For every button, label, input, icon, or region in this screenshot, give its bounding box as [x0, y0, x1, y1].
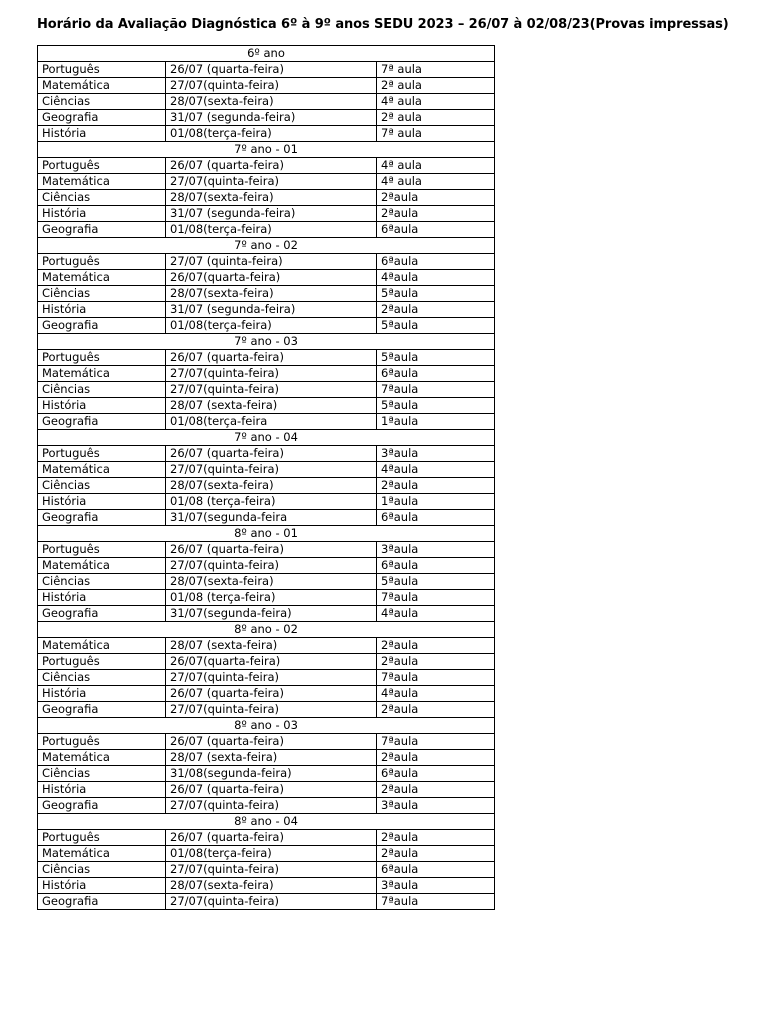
date-cell: 28/07 (sexta-feira) [166, 398, 377, 414]
period-cell: 4ªaula [377, 270, 495, 286]
group-name: 8º ano - 03 [38, 718, 495, 734]
group-header-row [38, 334, 495, 350]
subject-cell: Geografia [38, 510, 166, 526]
date-cell: 28/07(sexta-feira) [166, 286, 377, 302]
subject-cell: Matemática [38, 750, 166, 766]
group-header-row [38, 46, 495, 62]
table-row [38, 302, 495, 318]
subject-cell: História [38, 590, 166, 606]
date-cell: 26/07 (quarta-feira) [166, 734, 377, 750]
table-row [38, 494, 495, 510]
period-cell: 7ªaula [377, 894, 495, 910]
subject-cell: Português [38, 446, 166, 462]
subject-cell: Português [38, 350, 166, 366]
table-row [38, 766, 495, 782]
subject-cell: Geografia [38, 894, 166, 910]
date-cell: 28/07(sexta-feira) [166, 94, 377, 110]
date-cell: 26/07 (quarta-feira) [166, 350, 377, 366]
date-cell: 01/08(terça-feira) [166, 846, 377, 862]
subject-cell: História [38, 126, 166, 142]
table-row [38, 414, 495, 430]
table-row [38, 462, 495, 478]
period-cell: 2ª aula [377, 110, 495, 126]
date-cell: 31/07 (segunda-feira) [166, 302, 377, 318]
date-cell: 27/07(quinta-feira) [166, 862, 377, 878]
table-row [38, 206, 495, 222]
period-cell: 4ª aula [377, 174, 495, 190]
date-cell: 28/07(sexta-feira) [166, 574, 377, 590]
date-cell: 31/07(segunda-feira [166, 510, 377, 526]
subject-cell: Geografia [38, 318, 166, 334]
date-cell: 27/07(quinta-feira) [166, 702, 377, 718]
date-cell: 27/07(quinta-feira) [166, 894, 377, 910]
group-name: 8º ano - 02 [38, 622, 495, 638]
table-row [38, 590, 495, 606]
subject-cell: Ciências [38, 670, 166, 686]
table-row [38, 830, 495, 846]
subject-cell: Matemática [38, 270, 166, 286]
period-cell: 3ªaula [377, 542, 495, 558]
table-row [38, 702, 495, 718]
subject-cell: Ciências [38, 862, 166, 878]
subject-cell: Ciências [38, 190, 166, 206]
date-cell: 26/07 (quarta-feira) [166, 62, 377, 78]
period-cell: 4ªaula [377, 462, 495, 478]
period-cell: 2ªaula [377, 846, 495, 862]
subject-cell: Geografia [38, 222, 166, 238]
period-cell: 3ªaula [377, 798, 495, 814]
subject-cell: História [38, 206, 166, 222]
period-cell: 1ªaula [377, 494, 495, 510]
date-cell: 28/07(sexta-feira) [166, 478, 377, 494]
group-header-row [38, 814, 495, 830]
document-title: Horário da Avaliação Diagnóstica 6º à 9º anos SEDU 2023 – 26/07 à 02/08/23(Provas impressas) [37, 17, 729, 32]
period-cell: 5ªaula [377, 398, 495, 414]
date-cell: 01/08(terça-feira) [166, 126, 377, 142]
group-name: 7º ano - 03 [38, 334, 495, 350]
date-cell: 26/07 (quarta-feira) [166, 686, 377, 702]
period-cell: 2ªaula [377, 782, 495, 798]
subject-cell: Português [38, 254, 166, 270]
period-cell: 7ªaula [377, 382, 495, 398]
period-cell: 2ªaula [377, 190, 495, 206]
subject-cell: História [38, 782, 166, 798]
table-row [38, 318, 495, 334]
period-cell: 2ªaula [377, 478, 495, 494]
group-name: 8º ano - 01 [38, 526, 495, 542]
date-cell: 28/07(sexta-feira) [166, 190, 377, 206]
group-name: 7º ano - 01 [38, 142, 495, 158]
table-row [38, 638, 495, 654]
table-row [38, 126, 495, 142]
group-name: 7º ano - 04 [38, 430, 495, 446]
subject-cell: Português [38, 62, 166, 78]
date-cell: 27/07(quinta-feira) [166, 366, 377, 382]
period-cell: 5ªaula [377, 350, 495, 366]
table-row [38, 270, 495, 286]
subject-cell: Geografia [38, 414, 166, 430]
table-row [38, 222, 495, 238]
period-cell: 2ªaula [377, 830, 495, 846]
date-cell: 26/07 (quarta-feira) [166, 782, 377, 798]
date-cell: 28/07 (sexta-feira) [166, 750, 377, 766]
date-cell: 27/07(quinta-feira) [166, 798, 377, 814]
period-cell: 4ªaula [377, 686, 495, 702]
date-cell: 31/08(segunda-feira) [166, 766, 377, 782]
period-cell: 6ªaula [377, 254, 495, 270]
subject-cell: Matemática [38, 78, 166, 94]
subject-cell: Geografia [38, 798, 166, 814]
period-cell: 6ªaula [377, 862, 495, 878]
table-row [38, 110, 495, 126]
table-row [38, 174, 495, 190]
date-cell: 27/07(quinta-feira) [166, 462, 377, 478]
date-cell: 28/07 (sexta-feira) [166, 638, 377, 654]
group-header-row [38, 622, 495, 638]
table-row [38, 190, 495, 206]
subject-cell: Português [38, 542, 166, 558]
subject-cell: Português [38, 654, 166, 670]
period-cell: 2ª aula [377, 78, 495, 94]
period-cell: 6ªaula [377, 222, 495, 238]
table-row [38, 382, 495, 398]
table-row [38, 366, 495, 382]
table-row [38, 574, 495, 590]
date-cell: 27/07(quinta-feira) [166, 174, 377, 190]
period-cell: 5ªaula [377, 574, 495, 590]
subject-cell: Português [38, 830, 166, 846]
group-header-row [38, 718, 495, 734]
subject-cell: História [38, 302, 166, 318]
period-cell: 7ªaula [377, 734, 495, 750]
date-cell: 27/07(quinta-feira) [166, 558, 377, 574]
subject-cell: Matemática [38, 462, 166, 478]
group-name: 8º ano - 04 [38, 814, 495, 830]
date-cell: 31/07(segunda-feira) [166, 606, 377, 622]
table-row [38, 510, 495, 526]
table-row [38, 878, 495, 894]
table-row [38, 606, 495, 622]
table-row [38, 478, 495, 494]
period-cell: 2ªaula [377, 654, 495, 670]
subject-cell: História [38, 878, 166, 894]
date-cell: 28/07(sexta-feira) [166, 878, 377, 894]
subject-cell: Ciências [38, 382, 166, 398]
subject-cell: História [38, 686, 166, 702]
subject-cell: Matemática [38, 846, 166, 862]
period-cell: 3ªaula [377, 878, 495, 894]
date-cell: 26/07 (quarta-feira) [166, 158, 377, 174]
period-cell: 6ªaula [377, 366, 495, 382]
table-row [38, 558, 495, 574]
subject-cell: Geografia [38, 110, 166, 126]
group-name: 7º ano - 02 [38, 238, 495, 254]
period-cell: 6ªaula [377, 510, 495, 526]
table-row [38, 782, 495, 798]
date-cell: 27/07 (quinta-feira) [166, 254, 377, 270]
date-cell: 27/07(quinta-feira) [166, 78, 377, 94]
period-cell: 2ªaula [377, 206, 495, 222]
subject-cell: História [38, 398, 166, 414]
period-cell: 7ªaula [377, 670, 495, 686]
date-cell: 26/07(quarta-feira) [166, 654, 377, 670]
date-cell: 01/08(terça-feira) [166, 222, 377, 238]
table-row [38, 862, 495, 878]
table-row [38, 398, 495, 414]
period-cell: 2ªaula [377, 302, 495, 318]
exam-schedule-body [38, 46, 495, 910]
subject-cell: Matemática [38, 174, 166, 190]
table-row [38, 542, 495, 558]
table-row [38, 94, 495, 110]
date-cell: 27/07(quinta-feira) [166, 670, 377, 686]
subject-cell: Ciências [38, 478, 166, 494]
subject-cell: Ciências [38, 766, 166, 782]
period-cell: 2ªaula [377, 702, 495, 718]
date-cell: 01/08 (terça-feira) [166, 494, 377, 510]
group-name: 6º ano [38, 46, 495, 62]
table-row [38, 350, 495, 366]
subject-cell: Matemática [38, 366, 166, 382]
period-cell: 2ªaula [377, 750, 495, 766]
group-header-row [38, 526, 495, 542]
date-cell: 01/08 (terça-feira) [166, 590, 377, 606]
subject-cell: História [38, 494, 166, 510]
table-row [38, 62, 495, 78]
date-cell: 26/07 (quarta-feira) [166, 446, 377, 462]
subject-cell: Português [38, 734, 166, 750]
date-cell: 31/07 (segunda-feira) [166, 206, 377, 222]
table-row [38, 846, 495, 862]
table-row [38, 894, 495, 910]
period-cell: 4ª aula [377, 94, 495, 110]
subject-cell: Geografia [38, 606, 166, 622]
date-cell: 01/08(terça-feira [166, 414, 377, 430]
table-row [38, 654, 495, 670]
subject-cell: Português [38, 158, 166, 174]
table-row [38, 78, 495, 94]
subject-cell: Matemática [38, 638, 166, 654]
table-row [38, 798, 495, 814]
period-cell: 7ª aula [377, 126, 495, 142]
period-cell: 5ªaula [377, 318, 495, 334]
group-header-row [38, 238, 495, 254]
period-cell: 7ªaula [377, 590, 495, 606]
period-cell: 6ªaula [377, 558, 495, 574]
subject-cell: Ciências [38, 94, 166, 110]
subject-cell: Geografia [38, 702, 166, 718]
period-cell: 1ªaula [377, 414, 495, 430]
period-cell: 3ªaula [377, 446, 495, 462]
table-row [38, 670, 495, 686]
table-row [38, 158, 495, 174]
date-cell: 01/08(terça-feira) [166, 318, 377, 334]
subject-cell: Ciências [38, 574, 166, 590]
period-cell: 4ªaula [377, 606, 495, 622]
date-cell: 27/07(quinta-feira) [166, 382, 377, 398]
table-row [38, 734, 495, 750]
table-row [38, 446, 495, 462]
date-cell: 31/07 (segunda-feira) [166, 110, 377, 126]
table-row [38, 286, 495, 302]
period-cell: 7ª aula [377, 62, 495, 78]
period-cell: 6ªaula [377, 766, 495, 782]
date-cell: 26/07 (quarta-feira) [166, 830, 377, 846]
table-row [38, 686, 495, 702]
exam-schedule-table [37, 45, 495, 910]
date-cell: 26/07(quarta-feira) [166, 270, 377, 286]
table-row [38, 254, 495, 270]
group-header-row [38, 430, 495, 446]
subject-cell: Ciências [38, 286, 166, 302]
period-cell: 4ª aula [377, 158, 495, 174]
group-header-row [38, 142, 495, 158]
period-cell: 5ªaula [377, 286, 495, 302]
table-row [38, 750, 495, 766]
period-cell: 2ªaula [377, 638, 495, 654]
date-cell: 26/07 (quarta-feira) [166, 542, 377, 558]
subject-cell: Matemática [38, 558, 166, 574]
